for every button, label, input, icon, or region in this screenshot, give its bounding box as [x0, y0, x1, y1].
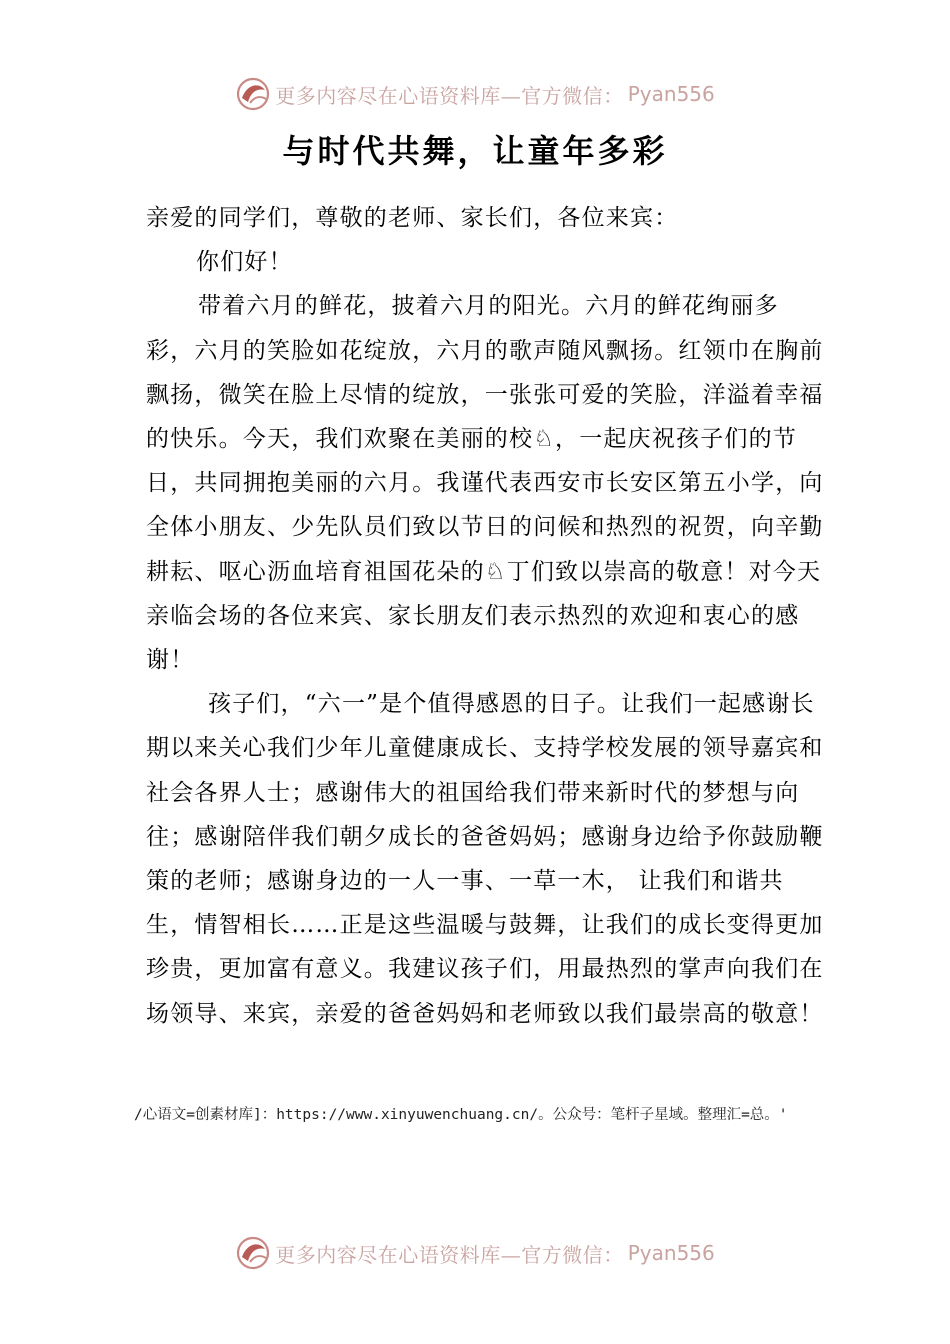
- paragraph-1: 带着六月的鲜花，披着六月的阳光。六月的鲜花绚丽多彩，六月的笑脸如花绽放，六月的歌声随风飘扬。红领巾在胸前飘扬，微笑在脸上尽情的绽放，一张张可爱的笑脸，洋溢着幸福的快乐。今天，我们欢聚在美丽的校♘，一起庆祝孩子们的节日，共同拥抱美丽的六月。我谨代表西安市长安区第五小学，向全体小朋友、少先队员们致以节日的问候和热烈的祝贺，向辛勤耕耘、呕心沥血培育祖国花朵的♘丁们致以崇高的敬意！对今天亲临会场的各位来宾、家长朋友们表示热烈的欢迎和衷心的感谢！: [146, 293, 824, 674]
- greeting-line: 亲爱的同学们，尊敬的老师、家长们，各位来宾：: [146, 205, 679, 231]
- watermark-logo-icon: [235, 1235, 271, 1271]
- watermark-wechat-id: Pyan556: [627, 82, 715, 106]
- document-body: [146, 196, 826, 1036]
- watermark-banner-top: [0, 74, 950, 114]
- watermark-logo-icon: [235, 76, 271, 112]
- watermark-wechat-id: Pyan556: [627, 1241, 715, 1265]
- watermark-banner-bottom: [0, 1233, 950, 1273]
- paragraph-2: 孩子们，“六一”是个值得感恩的日子。让我们一起感谢长期以来关心我们少年儿童健康成长、支持学校发展的领导嘉宾和社会各界人士；感谢伟大的祖国给我们带来新时代的梦想与向往；感谢陪伴我们朝夕成长的爸爸妈妈；感谢身边给予你鼓励鞭策的老师；感谢身边的一人一事、一草一木， 让我们和谐共生，情智相长……正是这些温暖与鼓舞，让我们的成长变得更加珍贵，更加富有意义。我建议孩子们，用最热烈的掌声向我们在场领导、来宾，亲爱的爸爸妈妈和老师致以我们最崇高的敬意！: [146, 691, 824, 1027]
- document-title: 与时代共舞，让童年多彩: [282, 132, 668, 170]
- watermark-text: 更多内容尽在心语资料库—官方微信：: [275, 83, 624, 108]
- watermark-text: 更多内容尽在心语资料库—官方微信：: [275, 1242, 624, 1267]
- source-note: /心语文=创素材库]：https://www.xinyuwenchuang.cn/。公众号：笔杆子星域。整理汇=总。': [134, 1107, 788, 1123]
- hello-line: 你们好！: [196, 249, 293, 276]
